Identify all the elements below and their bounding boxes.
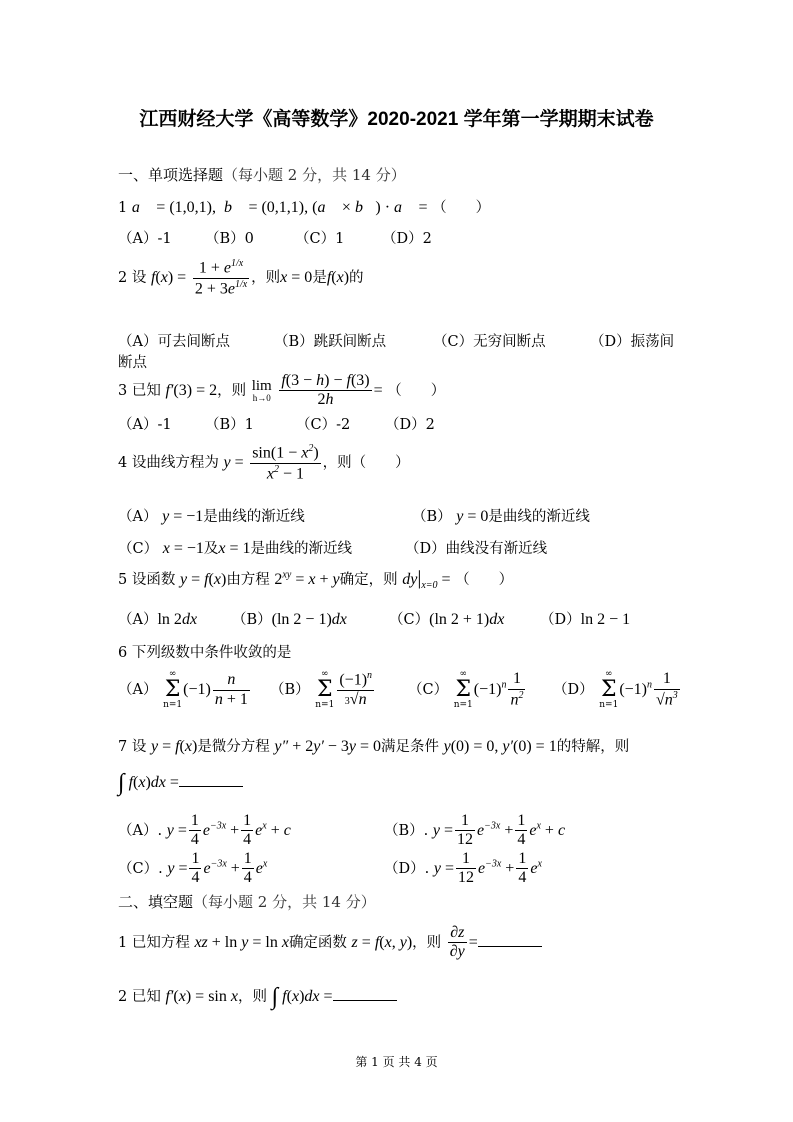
q7-option-a[interactable]: （A）. y = $\frac{1}{4}$ $e^{-3x}$ + $\frac{1}{4}$ $e^x + c$ [118, 812, 291, 849]
q6-option-b[interactable]: （B） ∞ Σ n=1 $\frac{(-1)^n}{3√n}$ [270, 669, 373, 710]
question-2: 2 设 f(x) = $\frac{1 + e^{1/x}}{2 + 3e^{1/x}}$ ，则x = 0是f(x)的 [118, 258, 364, 298]
q1-option-d[interactable]: （D）2 [382, 231, 432, 247]
section-2-note: （每小题 2 分，共 14 分） [193, 893, 376, 911]
q1-option-a[interactable]: （A）-1 [118, 231, 172, 247]
q2-option-c[interactable]: （C）无穷间断点 [433, 334, 546, 350]
section-2-heading [118, 891, 376, 912]
q3-option-a[interactable]: （A）-1 [118, 417, 172, 433]
page-title: 江西财经大学《高等数学》2020-2021 学年第一学期期末试卷 [139, 109, 654, 130]
q3-option-c[interactable]: （C）-2 [296, 417, 351, 433]
q3-option-d[interactable]: （D）2 [385, 417, 435, 433]
q5-option-d[interactable]: （D）ln 2 − 1 [540, 611, 631, 628]
question-3: 3 已知 f′(3) = 2，则 lim h→0 $\frac{f(3 - h) - f(3)}{2h}$ = （ ） [118, 372, 446, 409]
q2-option-a[interactable]: （A）可去间断点 [118, 334, 230, 350]
question-7: 7 设 y = f(x)是微分方程 y″ + 2y′ − 3y = 0满足条件 y(0) = 0, y′(0) = 1的特解，则 [118, 738, 630, 755]
page-footer: 第 1 页 共 4 页 [355, 1055, 438, 1069]
q3-option-b[interactable]: （B）1 [205, 417, 254, 433]
q6-option-a[interactable]: （A） ∞ Σ n=1 (−1) $\frac{n}{n + 1}$ [118, 669, 248, 710]
q3-fraction: $\frac{f(3 - h) - f(3)}{2h}$ [281, 372, 370, 409]
q5-option-a[interactable]: （A）ln 2dx [118, 611, 198, 628]
q4-fraction: $\frac{\sin(1 - x^2)}{x^2 - 1}$ [252, 443, 319, 483]
q7-option-b[interactable]: （B）. y = $\frac{1}{12}$ $e^{-3x}$ + $\frac{1}{4}$ $e^x + c$ [384, 812, 566, 849]
q1-option-b[interactable]: （B）0 [205, 231, 254, 247]
question-6: 6 下列级数中条件收敛的是 [118, 645, 292, 661]
q4-option-d[interactable]: （D）曲线没有渐近线 [405, 541, 548, 557]
fill-1-blank[interactable] [478, 932, 542, 947]
question-4: 4 设曲线方程为 y = $\frac{\sin(1 - x^2)}{x^2 - 1}$ ，则（ ） [118, 443, 410, 483]
q7-blank[interactable] [179, 772, 243, 787]
q4-option-b[interactable]: （B） y = 0是曲线的渐近线 [412, 508, 590, 525]
question-1: 1 a⃗ = (1,0,1), b⃗ = (0,1,1), (a⃗ × b⃗) · a⃗ = （ ） [118, 199, 491, 216]
q2-option-d-wrap: 断点 [118, 355, 147, 371]
q2-option-b[interactable]: （B）跳跃间断点 [274, 334, 387, 350]
fill-question-1: 1 已知方程 xz + ln y = ln x确定函数 z = f(x, y)，则 $\frac{\partial z}{\partial y}$ = [118, 924, 542, 962]
fill-question-2: 2 已知 f′(x) = sin x，则 ∫ f(x)dx = [118, 984, 397, 1011]
q2-fraction: $\frac{1 + e^{1/x}}{2 + 3e^{1/x}}$ [194, 258, 248, 298]
section-1-heading [118, 164, 406, 185]
q7-integral: ∫ f(x)dx = [118, 770, 243, 797]
q4-option-a[interactable]: （A） y = −1是曲线的渐近线 [118, 508, 305, 525]
q7-option-c[interactable]: （C）. y = $\frac{1}{4}$ $e^{-3x}$ + $\frac{1}{4}$ $e^x$ [118, 850, 268, 887]
section-2-label: 二、填空题 [118, 893, 194, 911]
q6-option-c[interactable]: （C） ∞ Σ n=1 $(-1)^n$ $\frac{1}{n^2}$ [408, 669, 524, 710]
q6-option-d[interactable]: （D） ∞ Σ n=1 $(-1)^n$ $\frac{1}{√n^3}$ [553, 669, 678, 710]
fill-2-blank[interactable] [333, 986, 397, 1001]
question-5: 5 设函数 y = f(x)由方程 $2^{xy} = x + y$确定，则 $dy|_{x=0}$ = （ ） [118, 567, 514, 592]
section-1-note: （每小题 2 分，共 14 分） [223, 166, 406, 184]
q2-option-d[interactable]: （D）振荡间 [590, 334, 675, 350]
q5-option-c[interactable]: （C）(ln 2 + 1)dx [389, 611, 505, 628]
q1-option-c[interactable]: （C）1 [295, 231, 345, 247]
q5-option-b[interactable]: （B）(ln 2 − 1)dx [232, 611, 347, 628]
q4-option-c[interactable]: （C） x = −1及x = 1是曲线的渐近线 [118, 540, 353, 557]
section-1-label: 一、单项选择题 [118, 166, 224, 184]
q7-option-d[interactable]: （D）. y = $\frac{1}{12}$ $e^{-3x}$ + $\frac{1}{4}$ $e^x$ [384, 850, 542, 887]
